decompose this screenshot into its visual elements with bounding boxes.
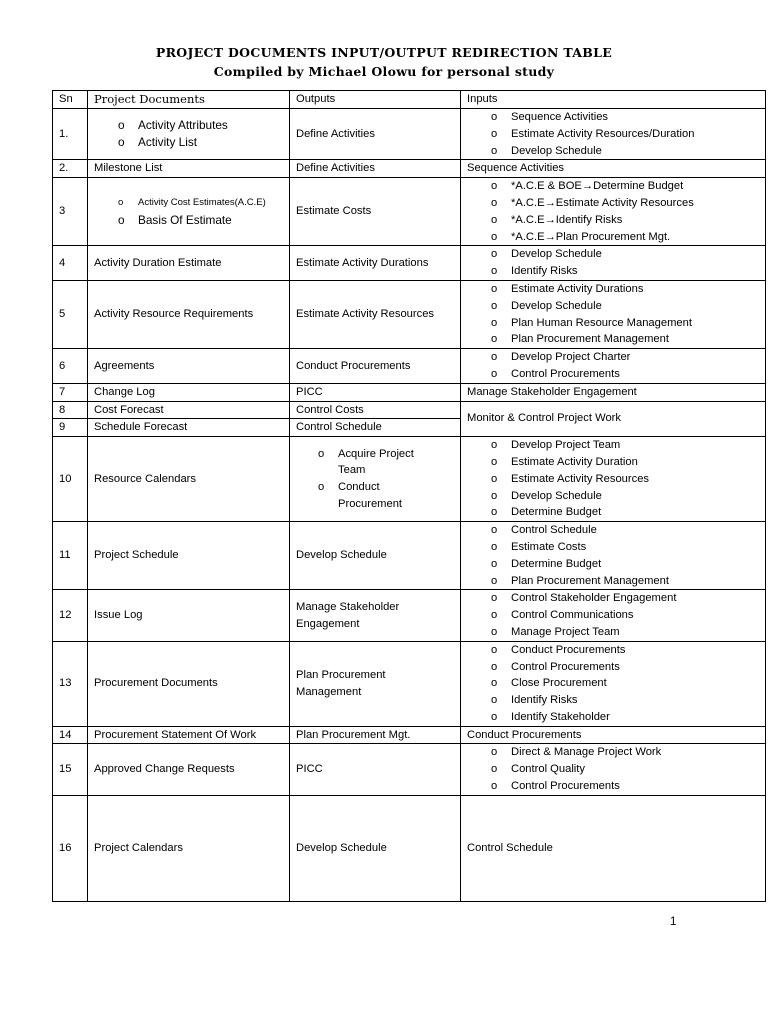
row-documents (88, 178, 290, 246)
row-outputs: Plan Procurement Management (290, 641, 461, 726)
list-item: o *A.C.E→Identify Risks (491, 212, 759, 229)
row-sn: 6 (53, 349, 88, 384)
row-documents: Project Schedule (88, 522, 290, 590)
list-item: o Close Procurement (491, 675, 759, 692)
table-row (53, 246, 766, 281)
row-documents: Project Calendars (88, 795, 290, 901)
row-inputs (461, 590, 766, 641)
row-sn: 10 (53, 437, 88, 522)
row-inputs (461, 178, 766, 246)
table-row (53, 437, 766, 522)
row-outputs (290, 437, 461, 522)
list-item: o Estimate Activity Duration (491, 454, 759, 471)
list-item: o Estimate Activity Durations (491, 281, 759, 298)
row-sn: 12 (53, 590, 88, 641)
table-row (53, 178, 766, 246)
row-outputs: Estimate Costs (290, 178, 461, 246)
list-item: o Control Schedule (491, 522, 759, 539)
row-outputs: Estimate Activity Resources (290, 280, 461, 348)
row-inputs: Conduct Procurements (461, 726, 766, 744)
row-sn: 15 (53, 744, 88, 795)
row-outputs: Define Activities (290, 160, 461, 178)
list-item: o Conduct Procurement (318, 479, 454, 513)
table-row (53, 744, 766, 795)
table-row (53, 726, 766, 744)
row-outputs: Control Schedule (290, 419, 461, 437)
row-documents: Agreements (88, 349, 290, 384)
row-documents: Activity Resource Requirements (88, 280, 290, 348)
list-item: o Control Stakeholder Engagement (491, 590, 759, 607)
row-documents: Cost Forecast (88, 401, 290, 419)
row-outputs: Define Activities (290, 109, 461, 160)
list-item: o Identify Risks (491, 263, 759, 280)
row-sn: 11 (53, 522, 88, 590)
row-documents: Schedule Forecast (88, 419, 290, 437)
header-project-documents: Project Documents (88, 91, 290, 109)
list-item: o *A.C.E & BOE→Determine Budget (491, 178, 759, 195)
table-row (53, 401, 766, 419)
list-item: o Develop Schedule (491, 143, 759, 160)
row-sn: 14 (53, 726, 88, 744)
list-item: o Plan Procurement Management (491, 331, 759, 348)
row-inputs (461, 349, 766, 384)
list-item: o Manage Project Team (491, 624, 759, 641)
row-sn: 4 (53, 246, 88, 281)
list-item: o Sequence Activities (491, 109, 759, 126)
list-item: o Develop Schedule (491, 246, 759, 263)
table-row (53, 280, 766, 348)
list-item: o Activity Attributes (118, 117, 283, 134)
row-inputs: Sequence Activities (461, 160, 766, 178)
list-item: o Control Quality (491, 761, 759, 778)
row-sn: 2. (53, 160, 88, 178)
list-item: o Acquire Project Team (318, 446, 454, 480)
row-sn: 13 (53, 641, 88, 726)
row-outputs: Develop Schedule (290, 522, 461, 590)
list-item: o Basis Of Estimate (118, 212, 283, 229)
list-item: o Develop Schedule (491, 298, 759, 315)
row-outputs: Plan Procurement Mgt. (290, 726, 461, 744)
row-inputs (461, 437, 766, 522)
row-inputs: Control Schedule (461, 795, 766, 901)
row-documents: Milestone List (88, 160, 290, 178)
list-item: o Conduct Procurements (491, 642, 759, 659)
row-sn: 3 (53, 178, 88, 246)
header-outputs: Outputs (290, 91, 461, 109)
row-outputs: Estimate Activity Durations (290, 246, 461, 281)
list-item: o Control Communications (491, 607, 759, 624)
table-row (53, 795, 766, 901)
table-row (53, 522, 766, 590)
row-inputs (461, 280, 766, 348)
row-outputs: PICC (290, 383, 461, 401)
row-outputs: Conduct Procurements (290, 349, 461, 384)
row-inputs (461, 109, 766, 160)
row-inputs: Monitor & Control Project Work (461, 401, 766, 437)
header-sn: Sn (53, 91, 88, 109)
document-subtitle: Compiled by Michael Olowu for personal study (213, 64, 555, 79)
row-outputs: Manage Stakeholder Engagement (290, 590, 461, 641)
row-sn: 5 (53, 280, 88, 348)
list-item: o *A.C.E→Plan Procurement Mgt. (491, 229, 759, 246)
page-number: 1 (670, 916, 677, 928)
list-item: o Estimate Activity Resources (491, 471, 759, 488)
row-documents: Issue Log (88, 590, 290, 641)
header-inputs: Inputs (461, 91, 766, 109)
list-item: o Plan Human Resource Management (491, 315, 759, 332)
table-row (53, 590, 766, 641)
row-inputs (461, 744, 766, 795)
list-item: o Control Procurements (491, 659, 759, 676)
row-documents: Procurement Documents (88, 641, 290, 726)
row-documents: Change Log (88, 383, 290, 401)
list-item: o Identify Risks (491, 692, 759, 709)
document-title: PROJECT DOCUMENTS INPUT/OUTPUT REDIRECTION TABLE (155, 45, 613, 60)
row-sn: 1. (53, 109, 88, 160)
table-row (53, 109, 766, 160)
row-documents: Procurement Statement Of Work (88, 726, 290, 744)
row-sn: 9 (53, 419, 88, 437)
row-documents: Resource Calendars (88, 437, 290, 522)
row-documents: Activity Duration Estimate (88, 246, 290, 281)
table-row (53, 160, 766, 178)
list-item: o Control Procurements (491, 366, 759, 383)
table-row (53, 383, 766, 401)
list-item: o Estimate Activity Resources/Duration (491, 126, 759, 143)
list-item: o Activity Cost Estimates(A.C.E) (118, 195, 283, 212)
list-item: o Determine Budget (491, 556, 759, 573)
row-inputs: Manage Stakeholder Engagement (461, 383, 766, 401)
list-item: o Determine Budget (491, 504, 759, 521)
row-sn: 16 (53, 795, 88, 901)
row-inputs (461, 522, 766, 590)
row-documents (88, 109, 290, 160)
table-row (53, 641, 766, 726)
table-header-row (53, 91, 766, 109)
list-item: o Control Procurements (491, 778, 759, 795)
list-item: o Develop Project Charter (491, 349, 759, 366)
list-item: o Plan Procurement Management (491, 573, 759, 590)
row-documents: Approved Change Requests (88, 744, 290, 795)
row-inputs (461, 641, 766, 726)
row-outputs: Develop Schedule (290, 795, 461, 901)
row-sn: 8 (53, 401, 88, 419)
list-item: o Develop Schedule (491, 488, 759, 505)
list-item: o Direct & Manage Project Work (491, 744, 759, 761)
redirection-table (52, 90, 766, 902)
list-item: o *A.C.E→Estimate Activity Resources (491, 195, 759, 212)
list-item: o Estimate Costs (491, 539, 759, 556)
list-item: o Activity List (118, 134, 283, 151)
list-item: o Identify Stakeholder (491, 709, 759, 726)
list-item: o Develop Project Team (491, 437, 759, 454)
row-inputs (461, 246, 766, 281)
row-sn: 7 (53, 383, 88, 401)
table-row (53, 349, 766, 384)
row-outputs: Control Costs (290, 401, 461, 419)
row-outputs: PICC (290, 744, 461, 795)
